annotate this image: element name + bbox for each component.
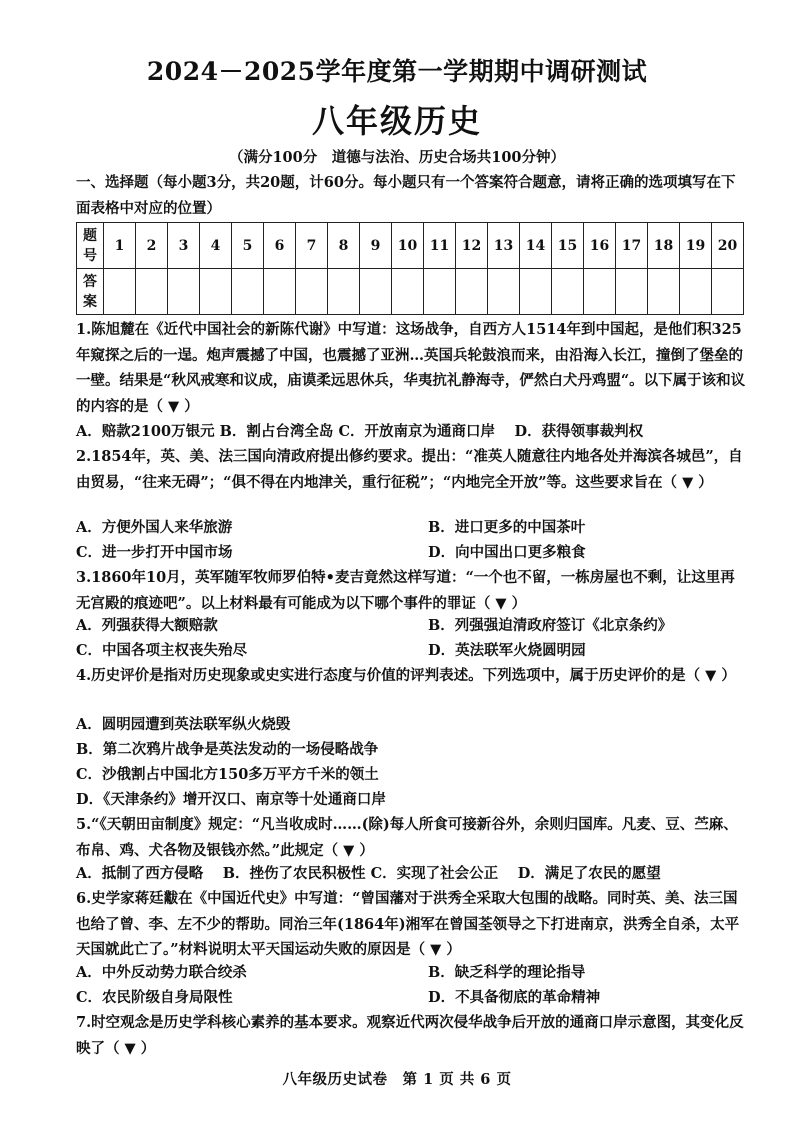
option-b[interactable]: B．列强强迫清政府签订《北京条约》 <box>428 617 673 634</box>
question-number: 4 <box>200 223 232 269</box>
question-number: 3 <box>168 223 200 269</box>
question-4-stem: 4.历史评价是指对历史现象或史实进行态度与价值的评判表述。下列选项中，属于历史评价的是（ ▼ ） <box>76 667 736 684</box>
question-number: 8 <box>328 223 360 269</box>
question-3-stem: 3.1860年10月，英军随军牧师罗伯特•麦吉竟然这样写道：“一个也不留，一栋房屋也不剩，让这里再无宫殿的痕迹吧”。以上材料最有可能成为以下哪个事件的罪证（ ▼ ） <box>76 569 735 612</box>
answer-cell[interactable] <box>552 269 584 315</box>
question-number: 9 <box>360 223 392 269</box>
option-b[interactable]: B．缺乏科学的理论指导 <box>428 964 586 981</box>
section-instruction: 一、选择题（每小题3分，共20题，计60分。每小题只有一个答案符合题意，请将正确的选项填写在下面表格中对应的位置） <box>76 174 736 217</box>
option-b[interactable]: B．第二次鸦片战争是英法发动的一场侵略战争 <box>76 741 379 758</box>
answer-cell[interactable] <box>328 269 360 315</box>
question-number: 6 <box>264 223 296 269</box>
option-b[interactable]: B．进口更多的中国茶叶 <box>428 519 586 536</box>
option-c[interactable]: C．中国各项主权丧失殆尽 <box>76 642 248 659</box>
exam-subject: 八年级历史 <box>311 102 482 140</box>
answer-cell[interactable] <box>392 269 424 315</box>
question-number: 15 <box>552 223 584 269</box>
option-a[interactable]: A．列强获得大额赔款 <box>76 617 218 634</box>
question-number: 13 <box>488 223 520 269</box>
question-1-options-text: A．赔款2100万银元 B．割占台湾全岛 C．开放南京为通商口岸 D．获得领事裁判权 <box>76 423 644 440</box>
option-c[interactable]: C．沙俄割占中国北方150多万平方千米的领土 <box>76 766 379 783</box>
question-number: 17 <box>616 223 648 269</box>
answer-cell[interactable] <box>360 269 392 315</box>
question-4-option-b-row <box>76 737 746 763</box>
question-number: 5 <box>232 223 264 269</box>
question-number: 7 <box>296 223 328 269</box>
question-4-option-c-row <box>76 762 746 788</box>
question-number: 2 <box>136 223 168 269</box>
question-3-options-row-1 <box>76 613 746 639</box>
row-label-answer: 答案 <box>77 269 104 315</box>
page-footer: 八年级历史试卷 第 1 页 共 6 页 <box>282 1071 512 1088</box>
answer-cell[interactable] <box>488 269 520 315</box>
row-label-number: 题号 <box>77 223 104 269</box>
answer-cell[interactable] <box>232 269 264 315</box>
answer-table-number-row <box>77 223 744 269</box>
option-d[interactable]: D．《天津条约》增开汉口、南京等十处通商口岸 <box>76 791 386 808</box>
answer-cell[interactable] <box>168 269 200 315</box>
answer-table <box>76 222 744 315</box>
answer-cell[interactable] <box>712 269 744 315</box>
question-6-stem: 6.史学家蒋廷黻在《中国近代史》中写道：“曾国藩对于洪秀全采取大包围的战略。同时英、美、法三国也给了曾、李、左不少的帮助。同治三年(1864年)湘军在曾国荃领导之下打进南京，洪秀全自杀，太平天国就此亡了。”材料说明太平天国运动失败的原因是（ ▼ ） <box>76 890 740 958</box>
option-d[interactable]: D．英法联军火烧圆明园 <box>428 642 586 659</box>
question-6-options-row-2 <box>76 985 746 1011</box>
question-number: 12 <box>456 223 488 269</box>
option-d[interactable]: D．不具备彻底的革命精神 <box>428 989 601 1006</box>
answer-cell[interactable] <box>424 269 456 315</box>
question-6-options-row-1 <box>76 960 746 986</box>
question-number: 14 <box>520 223 552 269</box>
answer-cell[interactable] <box>616 269 648 315</box>
answer-cell[interactable] <box>136 269 168 315</box>
option-a[interactable]: A．中外反动势力联合绞杀 <box>76 964 247 981</box>
question-2-options-row-1 <box>76 515 746 541</box>
question-number: 1 <box>104 223 136 269</box>
answer-cell[interactable] <box>456 269 488 315</box>
question-7-stem: 7.时空观念是历史学科核心素养的基本要求。观察近代两次侵华战争后开放的通商口岸示意图，其变化反映了（ ▼ ） <box>76 1014 744 1057</box>
option-a[interactable]: A．圆明园遭到英法联军纵火烧毁 <box>76 716 291 733</box>
question-number: 19 <box>680 223 712 269</box>
answer-cell[interactable] <box>520 269 552 315</box>
question-4-option-d-row <box>76 787 746 813</box>
exam-title: 2024－2025学年度第一学期期中调研测试 <box>146 57 648 86</box>
question-5-options-text: A．抵制了西方侵略 B．挫伤了农民积极性 C．实现了社会公正 D．满足了农民的愿望 <box>76 865 661 882</box>
question-5-options <box>76 861 746 887</box>
answer-cell[interactable] <box>104 269 136 315</box>
question-number: 11 <box>424 223 456 269</box>
answer-cell[interactable] <box>584 269 616 315</box>
answer-cell[interactable] <box>296 269 328 315</box>
question-2-options-row-2 <box>76 540 746 566</box>
question-number: 16 <box>584 223 616 269</box>
answer-cell[interactable] <box>648 269 680 315</box>
question-5-stem: 5.“《天朝田亩制度》规定：“凡当收成时……(除)每人所食可接新谷外，余则归国库。凡麦、豆、苎麻、布帛、鸡、犬各物及银钱亦然。”此规定（ ▼ ） <box>76 816 738 859</box>
question-2-stem: 2.1854年，英、美、法三国向清政府提出修约要求。提出：“准英人随意往内地各处并海滨各城邑”，自由贸易，“往来无碍”；“俱不得在内地津关，重行征税”；“内地完全开放”等。这些要求旨在（ ▼ ） <box>76 448 743 491</box>
exam-note: （满分100分 道德与法治、历史合场共100分钟） <box>228 149 566 166</box>
option-c[interactable]: C．农民阶级自身局限性 <box>76 989 233 1006</box>
question-1-stem: 1.陈旭麓在《近代中国社会的新陈代谢》中写道：这场战争，自西方人1514年到中国起，是他们积325年窥探之后的一逞。炮声震撼了中国，也震撼了亚洲…英国兵轮鼓浪而来，由沿海入长江，撞倒了堡垒的一壁。结果是“秋风戒寒和议成，庙谟柔远思休兵，华夷抗礼静海寺，俨然白犬丹鸡盟“。以下属于该和议的内容的是（ ▼ ） <box>76 321 746 415</box>
option-a[interactable]: A．方便外国人来华旅游 <box>76 519 233 536</box>
option-d[interactable]: D．向中国出口更多粮食 <box>428 544 586 561</box>
question-3-options-row-2 <box>76 638 746 664</box>
question-1-options <box>76 419 746 445</box>
question-number: 10 <box>392 223 424 269</box>
answer-cell[interactable] <box>680 269 712 315</box>
question-number: 18 <box>648 223 680 269</box>
question-number: 20 <box>712 223 744 269</box>
question-4-option-a-row <box>76 712 746 738</box>
answer-cell[interactable] <box>200 269 232 315</box>
option-c[interactable]: C．进一步打开中国市场 <box>76 544 233 561</box>
answer-table-answer-row <box>77 269 744 315</box>
answer-cell[interactable] <box>264 269 296 315</box>
